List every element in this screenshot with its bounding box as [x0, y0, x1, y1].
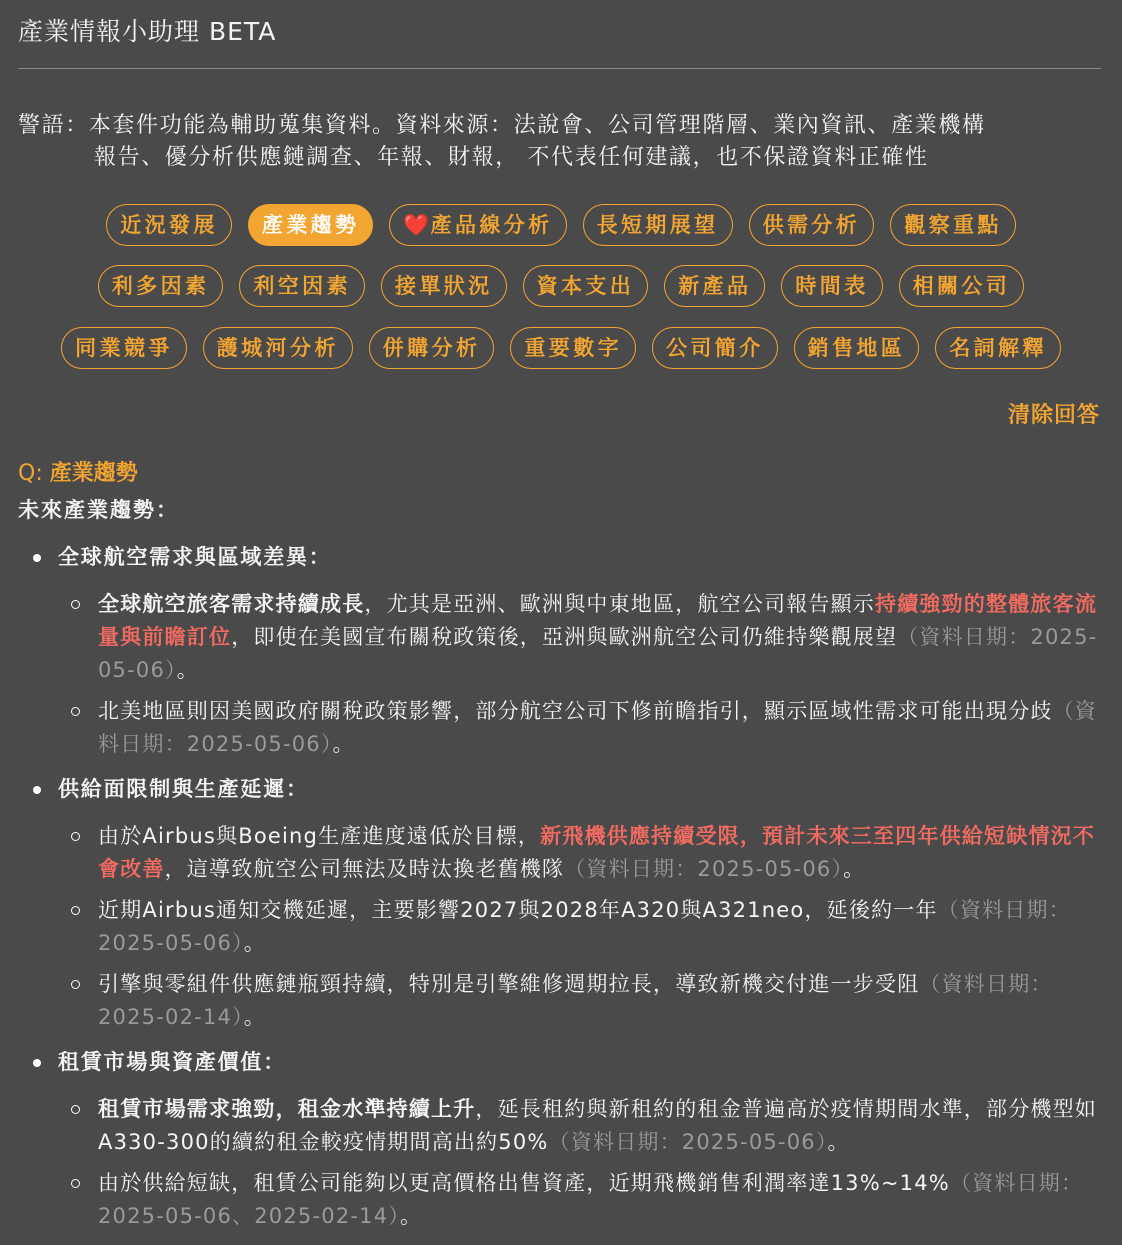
topic-chip-row-2: [0, 265, 1122, 307]
chip-outlook[interactable]: 長短期展望: [583, 204, 733, 246]
chip-mna-analysis[interactable]: 併購分析: [369, 327, 495, 369]
chip-supply-demand[interactable]: 供需分析: [749, 204, 875, 246]
item-text: ，這導致航空公司無法及時汰換老舊機隊: [164, 857, 565, 881]
disclaimer-line-1: 警語：本套件功能為輔助蒐集資料。資料來源：法說會、公司管理階層、業內資訊、產業機構: [18, 113, 986, 138]
item-date: （資料日期：2025-05-06、2025-02-14）: [98, 1171, 1084, 1228]
chip-company-profile[interactable]: 公司簡介: [652, 327, 778, 369]
item-end: 。: [827, 1130, 850, 1154]
section-title: 供給面限制與生產延遲：: [18, 773, 1100, 806]
section-title: 全球航空需求與區域差異：: [18, 541, 1100, 574]
clear-answer-button[interactable]: 清除回答: [1007, 403, 1100, 428]
chip-negative-factors[interactable]: 利空因素: [239, 265, 365, 307]
list-item: [18, 695, 1100, 761]
item-end: 。: [243, 931, 266, 955]
disclaimer-line-2: 報告、優分析供應鏈調查、年報、財報， 不代表任何建議，也不保證資料正確性: [94, 145, 929, 170]
item-text: 北美地區則因美國政府關稅政策影響，部分航空公司下修前瞻指引，顯示區域性需求可能出現分歧: [98, 699, 1053, 723]
app-title: 產業情報小助理 BETA: [18, 17, 277, 46]
list-item: [18, 820, 1100, 886]
topic-chip-row-1: [0, 204, 1122, 246]
chip-order-status[interactable]: 接單狀況: [381, 265, 507, 307]
item-text: 引擎與零組件供應鏈瓶頸持續，特別是引擎維修週期拉長，導致新機交付進一步受阻: [98, 972, 920, 996]
item-end: 。: [399, 1204, 423, 1228]
chip-watch-points[interactable]: 觀察重點: [890, 204, 1016, 246]
chip-industry-trends[interactable]: 產業趨勢: [248, 204, 374, 246]
section-title: 租賃市場與資產價值：: [18, 1046, 1100, 1079]
chip-new-products[interactable]: 新產品: [664, 265, 765, 307]
list-item: [18, 968, 1100, 1034]
disclaimer: [18, 110, 1108, 174]
question-text: 產業趨勢: [49, 461, 138, 486]
chip-positive-factors[interactable]: 利多因素: [98, 265, 224, 307]
chip-key-numbers[interactable]: 重要數字: [510, 327, 636, 369]
chip-competition[interactable]: 同業競爭: [61, 327, 187, 369]
list-item: [18, 894, 1100, 960]
item-text: ，延長租約與新租約的租金普遍高於疫情期間水準，部分機型如A330-300的續約租金較疫情期間高出約50%: [98, 1097, 1098, 1154]
item-end: 。: [243, 1005, 266, 1029]
answer-section: [18, 541, 1100, 761]
item-end: 。: [332, 732, 355, 756]
item-end: 。: [176, 658, 199, 682]
answer-section: [18, 773, 1100, 1034]
chip-related-companies[interactable]: 相關公司: [899, 265, 1025, 307]
item-bold-text: 租賃市場需求強勁，租金水準持續上升: [98, 1097, 476, 1121]
answer-section: [18, 1046, 1100, 1233]
chip-recent-developments[interactable]: 近況發展: [106, 204, 232, 246]
answer-content: [18, 494, 1100, 1245]
item-text: 由於供給短缺，租賃公司能夠以更高價格出售資產，近期飛機銷售利潤率達13%~14%: [98, 1171, 950, 1195]
chip-timeline[interactable]: 時間表: [781, 265, 882, 307]
list-item: [18, 1167, 1100, 1233]
question-line: [18, 456, 138, 487]
item-date: （資料日期：2025-05-06）: [564, 857, 844, 881]
item-end: 。: [843, 857, 866, 881]
chip-sales-regions[interactable]: 銷售地區: [794, 327, 920, 369]
question-prefix: Q:: [18, 461, 50, 486]
chip-product-line-analysis[interactable]: [389, 204, 566, 246]
item-date: （資料日期：2025-05-06）: [548, 1130, 828, 1154]
answer-title: 未來產業趨勢：: [18, 498, 179, 522]
chip-capex[interactable]: 資本支出: [523, 265, 649, 307]
item-bold-text: 全球航空旅客需求持續成長: [98, 592, 365, 616]
item-date: （資料日期：2025-02-14）: [98, 972, 1053, 1029]
item-highlight: 新飛機供應持續受限，預計未來三至四年供給短缺情況不會改善: [98, 824, 1096, 881]
chip-product-line-label: 產品線分析: [430, 213, 553, 237]
item-date: （資料日期：2025-05-06）: [98, 898, 1071, 955]
heart-icon: ❤️: [403, 213, 430, 237]
item-highlight: 持續強勁的整體旅客流量與前瞻訂位: [98, 592, 1098, 649]
topic-chip-row-3: [0, 327, 1122, 369]
item-date: （資料日期：2025-05-06）: [98, 699, 1098, 756]
header-divider: [18, 68, 1101, 69]
item-text: 由於Airbus與Boeing生產進度遠低於目標，: [98, 824, 541, 848]
chip-glossary[interactable]: 名詞解釋: [935, 327, 1061, 369]
item-date: （資料日期：2025-05-06）: [98, 625, 1098, 682]
item-text: ，即使在美國宣布關稅政策後，亞洲與歐洲航空公司仍維持樂觀展望: [231, 625, 898, 649]
list-item: [18, 1093, 1100, 1159]
list-item: [18, 588, 1100, 687]
item-text: 近期Airbus通知交機延遲，主要影響2027與2028年A320與A321neo，延後約一年: [98, 898, 938, 922]
chip-moat-analysis[interactable]: 護城河分析: [203, 327, 353, 369]
item-text: ，尤其是亞洲、歐洲與中東地區，航空公司報告顯示: [364, 592, 876, 616]
